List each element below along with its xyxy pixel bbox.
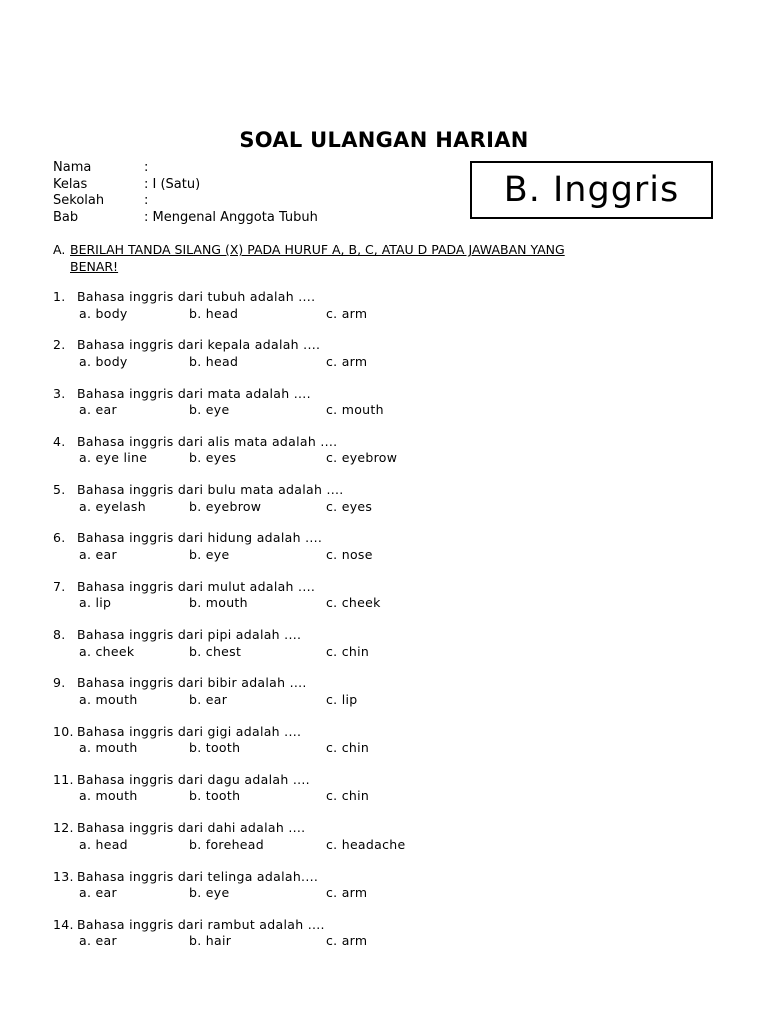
instruction-line-2: BENAR! bbox=[70, 259, 119, 274]
option-c[interactable]: c. eyes bbox=[326, 498, 373, 514]
question-text: Bahasa inggris dari tubuh adalah .... bbox=[77, 289, 316, 304]
page-title: SOAL ULANGAN HARIAN bbox=[239, 128, 529, 152]
option-c[interactable]: c. nose bbox=[326, 546, 373, 562]
answer-options bbox=[53, 595, 713, 612]
option-c[interactable]: c. arm bbox=[326, 933, 368, 949]
identity-label: Sekolah bbox=[53, 193, 105, 208]
instruction-text: BERILAH TANDA SILANG (X) PADA HURUF A, B, C, ATAU D PADA JAWABAN YANG bbox=[70, 242, 565, 257]
question-text: Bahasa inggris dari bibir adalah .... bbox=[77, 675, 307, 691]
answer-options bbox=[53, 837, 713, 854]
identity-block bbox=[53, 160, 318, 226]
question-text: Bahasa inggris dari telinga adalah.... bbox=[77, 868, 319, 884]
question-number: 2. bbox=[53, 337, 66, 353]
identity-row-kelas bbox=[53, 177, 318, 194]
question-number: 13. bbox=[53, 868, 74, 884]
question-item bbox=[53, 386, 713, 434]
question-text: Bahasa inggris dari gigi adalah .... bbox=[77, 723, 302, 739]
answer-options bbox=[53, 402, 713, 419]
option-b[interactable]: b. hair bbox=[189, 933, 232, 949]
option-b[interactable]: b. eyes bbox=[189, 450, 237, 466]
answer-options bbox=[53, 788, 713, 805]
question-item bbox=[53, 434, 713, 482]
option-c[interactable]: c. arm bbox=[326, 305, 368, 321]
option-b[interactable]: b. eyebrow bbox=[189, 498, 262, 514]
answer-options bbox=[53, 450, 713, 467]
identity-label: Bab bbox=[53, 209, 79, 225]
question-item bbox=[53, 724, 713, 772]
question-text: Bahasa inggris dari dahi adalah .... bbox=[77, 820, 306, 836]
option-c[interactable]: c. headache bbox=[326, 836, 406, 852]
question-item bbox=[53, 772, 713, 820]
question-number: 6. bbox=[53, 530, 66, 546]
question-line bbox=[53, 579, 713, 596]
option-a[interactable]: a. body bbox=[79, 353, 128, 369]
answer-options bbox=[53, 885, 713, 902]
question-text: Bahasa inggris dari dagu adalah .... bbox=[77, 771, 310, 787]
identity-row-sekolah bbox=[53, 193, 318, 210]
question-list bbox=[53, 289, 713, 965]
identity-label: Nama bbox=[53, 160, 92, 175]
question-line bbox=[53, 337, 713, 354]
option-a[interactable]: a. mouth bbox=[79, 740, 138, 756]
question-text: Bahasa inggris dari kepala adalah .... bbox=[77, 337, 321, 353]
option-c[interactable]: c. chin bbox=[326, 740, 370, 756]
option-b[interactable]: b. eye bbox=[189, 402, 230, 418]
question-number: 9. bbox=[53, 675, 66, 691]
option-a[interactable]: a. ear bbox=[79, 402, 117, 418]
question-item bbox=[53, 820, 713, 868]
option-a[interactable]: a. eye line bbox=[79, 450, 148, 466]
identity-label: Kelas bbox=[53, 176, 88, 192]
question-item bbox=[53, 579, 713, 627]
question-text: Bahasa inggris dari bulu mata adalah .... bbox=[77, 482, 344, 498]
question-number: 4. bbox=[53, 433, 66, 449]
option-a[interactable]: a. mouth bbox=[79, 691, 138, 707]
answer-options bbox=[53, 306, 713, 323]
answer-options bbox=[53, 547, 713, 564]
question-item bbox=[53, 482, 713, 530]
option-b[interactable]: b. head bbox=[189, 353, 239, 369]
question-line bbox=[53, 917, 713, 934]
subject-box: B. Inggris bbox=[470, 161, 713, 219]
question-text: Bahasa inggris dari hidung adalah .... bbox=[77, 530, 323, 546]
question-number: 7. bbox=[53, 578, 66, 594]
option-a[interactable]: a. ear bbox=[79, 546, 117, 562]
question-line bbox=[53, 772, 713, 789]
question-text: Bahasa inggris dari rambut adalah .... bbox=[77, 916, 325, 932]
option-b[interactable]: b. eye bbox=[189, 546, 230, 562]
option-a[interactable]: a. mouth bbox=[79, 788, 138, 804]
question-number: 12. bbox=[53, 820, 74, 836]
option-c[interactable]: c. chin bbox=[326, 788, 370, 804]
option-c[interactable]: c. cheek bbox=[326, 595, 381, 611]
question-item bbox=[53, 869, 713, 917]
option-b[interactable]: b. tooth bbox=[189, 740, 241, 756]
option-c[interactable]: c. arm bbox=[326, 353, 368, 369]
option-c[interactable]: c. chin bbox=[326, 643, 370, 659]
question-line bbox=[53, 627, 713, 644]
option-b[interactable]: b. ear bbox=[189, 691, 228, 707]
identity-value: : I (Satu) bbox=[144, 176, 201, 192]
option-b[interactable]: b. mouth bbox=[189, 595, 248, 611]
question-text: Bahasa inggris dari mata adalah .... bbox=[77, 385, 311, 401]
option-b[interactable]: b. chest bbox=[189, 643, 242, 659]
question-line bbox=[53, 434, 713, 451]
section-letter: A. bbox=[53, 242, 66, 257]
answer-options bbox=[53, 644, 713, 661]
section-instruction bbox=[53, 241, 713, 275]
answer-options bbox=[53, 740, 713, 757]
option-a[interactable]: a. ear bbox=[79, 885, 117, 901]
question-number: 8. bbox=[53, 627, 66, 643]
question-number: 10. bbox=[53, 723, 74, 739]
question-text: Bahasa inggris dari pipi adalah .... bbox=[77, 627, 302, 643]
option-b[interactable]: b. eye bbox=[189, 885, 230, 901]
identity-value: : bbox=[144, 160, 149, 175]
question-line bbox=[53, 386, 713, 403]
option-b[interactable]: b. tooth bbox=[189, 788, 241, 804]
question-number: 1. bbox=[53, 289, 66, 304]
question-text: Bahasa inggris dari mulut adalah .... bbox=[77, 578, 316, 594]
question-item bbox=[53, 627, 713, 675]
question-line bbox=[53, 869, 713, 886]
option-b[interactable]: b. head bbox=[189, 305, 239, 321]
question-line bbox=[53, 482, 713, 499]
question-number: 11. bbox=[53, 771, 74, 787]
question-line bbox=[53, 724, 713, 741]
answer-options bbox=[53, 692, 713, 709]
instruction-line-1 bbox=[53, 241, 713, 258]
option-a[interactable]: a. cheek bbox=[79, 643, 135, 659]
question-line bbox=[53, 530, 713, 547]
option-b[interactable]: b. forehead bbox=[189, 836, 264, 852]
option-a[interactable]: a. eyelash bbox=[79, 498, 146, 514]
answer-options bbox=[53, 933, 713, 950]
option-a[interactable]: a. lip bbox=[79, 595, 112, 611]
question-item bbox=[53, 675, 713, 723]
option-a[interactable]: a. head bbox=[79, 836, 128, 852]
option-a[interactable]: a. body bbox=[79, 305, 128, 321]
question-number: 3. bbox=[53, 385, 66, 401]
question-number: 14. bbox=[53, 916, 74, 932]
question-number: 5. bbox=[53, 482, 66, 498]
option-a[interactable]: a. ear bbox=[79, 933, 117, 949]
option-c[interactable]: c. mouth bbox=[326, 402, 384, 418]
answer-options bbox=[53, 499, 713, 516]
option-c[interactable]: c. eyebrow bbox=[326, 450, 398, 466]
question-line bbox=[53, 289, 713, 306]
question-line bbox=[53, 675, 713, 692]
identity-value: : bbox=[144, 193, 149, 208]
question-text: Bahasa inggris dari alis mata adalah .... bbox=[77, 433, 338, 449]
question-item bbox=[53, 337, 713, 385]
identity-value: : Mengenal Anggota Tubuh bbox=[144, 209, 318, 225]
option-c[interactable]: c. lip bbox=[326, 691, 358, 707]
question-item bbox=[53, 530, 713, 578]
question-item bbox=[53, 289, 713, 337]
answer-options bbox=[53, 354, 713, 371]
identity-row-bab bbox=[53, 210, 318, 227]
question-item bbox=[53, 917, 713, 965]
identity-row-nama bbox=[53, 160, 318, 177]
option-c[interactable]: c. arm bbox=[326, 885, 368, 901]
question-line bbox=[53, 820, 713, 837]
